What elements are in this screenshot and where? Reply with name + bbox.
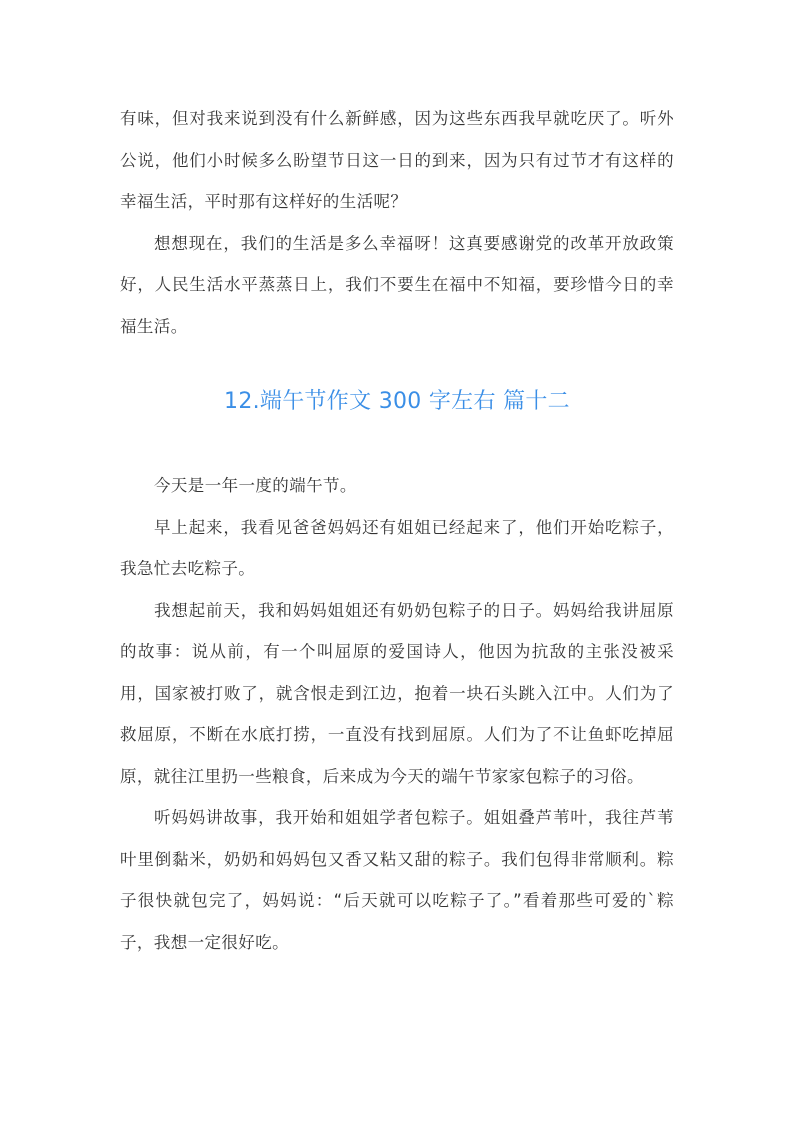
- document-body: [120, 98, 674, 963]
- paragraph: 早上起来，我看见爸爸妈妈还有姐姐已经起来了，他们开始吃粽子，我急忙去吃粽子。: [120, 517, 674, 578]
- section-heading: 12.端午节作文 300 字左右 篇十二: [224, 389, 570, 414]
- paragraph-continued: 有味，但对我来说到没有什么新鲜感，因为这些东西我早就吃厌了。听外公说，他们小时候多么盼望节日这一日的到来，因为只有过节才有这样的幸福生活，平时那有这样好的生活呢？: [120, 109, 674, 211]
- paragraph: 我想起前天，我和妈妈姐姐还有奶奶包粽子的日子。妈妈给我讲屈原的故事：说从前，有一个叫屈原的爱国诗人，他因为抗敌的主张没被采用，国家被打败了，就含恨走到江边，抱着一块石头跳入江中。人们为了救屈原，不断在水底打捞，一直没有找到屈原。人们为了不让鱼虾吃掉屈原，就往江里扔一些粮食，后来成为今天的端午节家家包粽子的习俗。: [120, 600, 674, 786]
- paragraph: 听妈妈讲故事，我开始和姐姐学者包粽子。姐姐叠芦苇叶，我往芦苇叶里倒黏米，奶奶和妈妈包又香又粘又甜的粽子。我们包得非常顺利。粽子很快就包完了，妈妈说：“后天就可以吃粽子了。”看着那些可爱的`粽子，我想一定很好吃。: [120, 808, 674, 952]
- paragraph: 今天是一年一度的端午节。: [154, 476, 357, 495]
- paragraph: 想想现在，我们的生活是多么幸福呀！这真要感谢党的改革开放政策好，人民生活水平蒸蒸日上，我们不要生在福中不知福，要珍惜今日的幸福生活。: [120, 233, 674, 336]
